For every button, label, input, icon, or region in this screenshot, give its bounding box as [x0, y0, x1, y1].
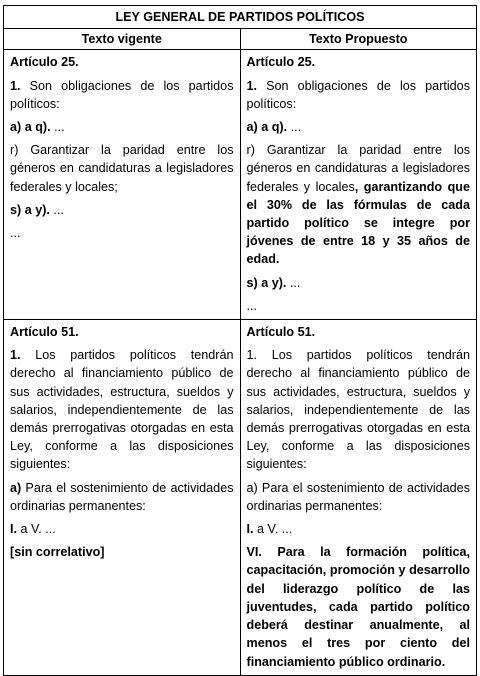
column-header-proposed: Texto Propuesto: [240, 29, 477, 50]
paragraph: a) a q). ...: [246, 120, 302, 135]
paragraph: s) a y). ...: [246, 275, 301, 290]
header-row: [4, 29, 477, 50]
paragraph: s) a y). ...: [10, 202, 64, 217]
article-heading: Artículo 51.: [246, 325, 316, 340]
paragraph: a) a q). ...: [10, 120, 65, 135]
document-title: LEY GENERAL DE PARTIDOS POLÍTICOS: [4, 6, 477, 29]
paragraph: [sin correlativo]: [10, 545, 105, 560]
paragraph: 1. Son obligaciones de los partidos políticos:: [246, 78, 470, 111]
paragraph: 1. Son obligaciones de los partidos políticos:: [10, 78, 234, 111]
paragraph: I. a V. ...: [10, 522, 56, 537]
article-51-proposed-cell: [240, 320, 477, 676]
article-51-row: [4, 320, 477, 676]
comparison-table: [3, 5, 477, 676]
paragraph: ...: [246, 298, 257, 313]
article-heading: Artículo 25.: [246, 55, 316, 70]
article-25-proposed-cell: [240, 50, 477, 320]
paragraph: a) Para el sostenimiento de actividades ordinarias permanentes:: [10, 480, 234, 513]
paragraph: r) Garantizar la paridad entre los géneros en candidaturas a legisladores federales y locales, garantizando que el 30% de las fórmulas de cada partido político se integre por jóvenes de entre 18 y 35 años de edad.: [246, 143, 470, 267]
paragraph: VI. Para la formación política, capacitación, promoción y desarrollo del liderazgo político de las juventudes, cada partido político deberá destinar anualmente, al menos el tres por ciento del financiamiento público ordinario.: [246, 545, 470, 669]
paragraph: 1. Los partidos políticos tendrán derecho al financiamiento público de sus actividades, estructura, sueldos y salarios, independientemente de las demás prerrogativas otorgadas en esta Ley, conforme a las disposiciones siguientes:: [246, 348, 470, 472]
article-heading: Artículo 25.: [10, 55, 79, 70]
article-25-current-cell: [4, 50, 241, 320]
article-heading: Artículo 51.: [10, 325, 79, 340]
article-25-row: [4, 50, 477, 320]
paragraph: ...: [10, 226, 21, 241]
paragraph: a) Para el sostenimiento de actividades ordinarias permanentes:: [246, 480, 470, 513]
paragraph: 1. Los partidos políticos tendrán derecho al financiamiento público de sus actividades, estructura, sueldos y salarios, independientemente de las demás prerrogativas otorgadas en esta Ley, conforme a las disposiciones siguientes:: [10, 348, 234, 472]
paragraph: I. a V. ...: [246, 522, 293, 537]
article-51-current-cell: [4, 320, 241, 676]
paragraph: r) Garantizar la paridad entre los géneros en candidaturas a legisladores federales y locales;: [10, 143, 234, 194]
column-header-current: Texto vigente: [4, 29, 241, 50]
title-row: [4, 6, 477, 29]
